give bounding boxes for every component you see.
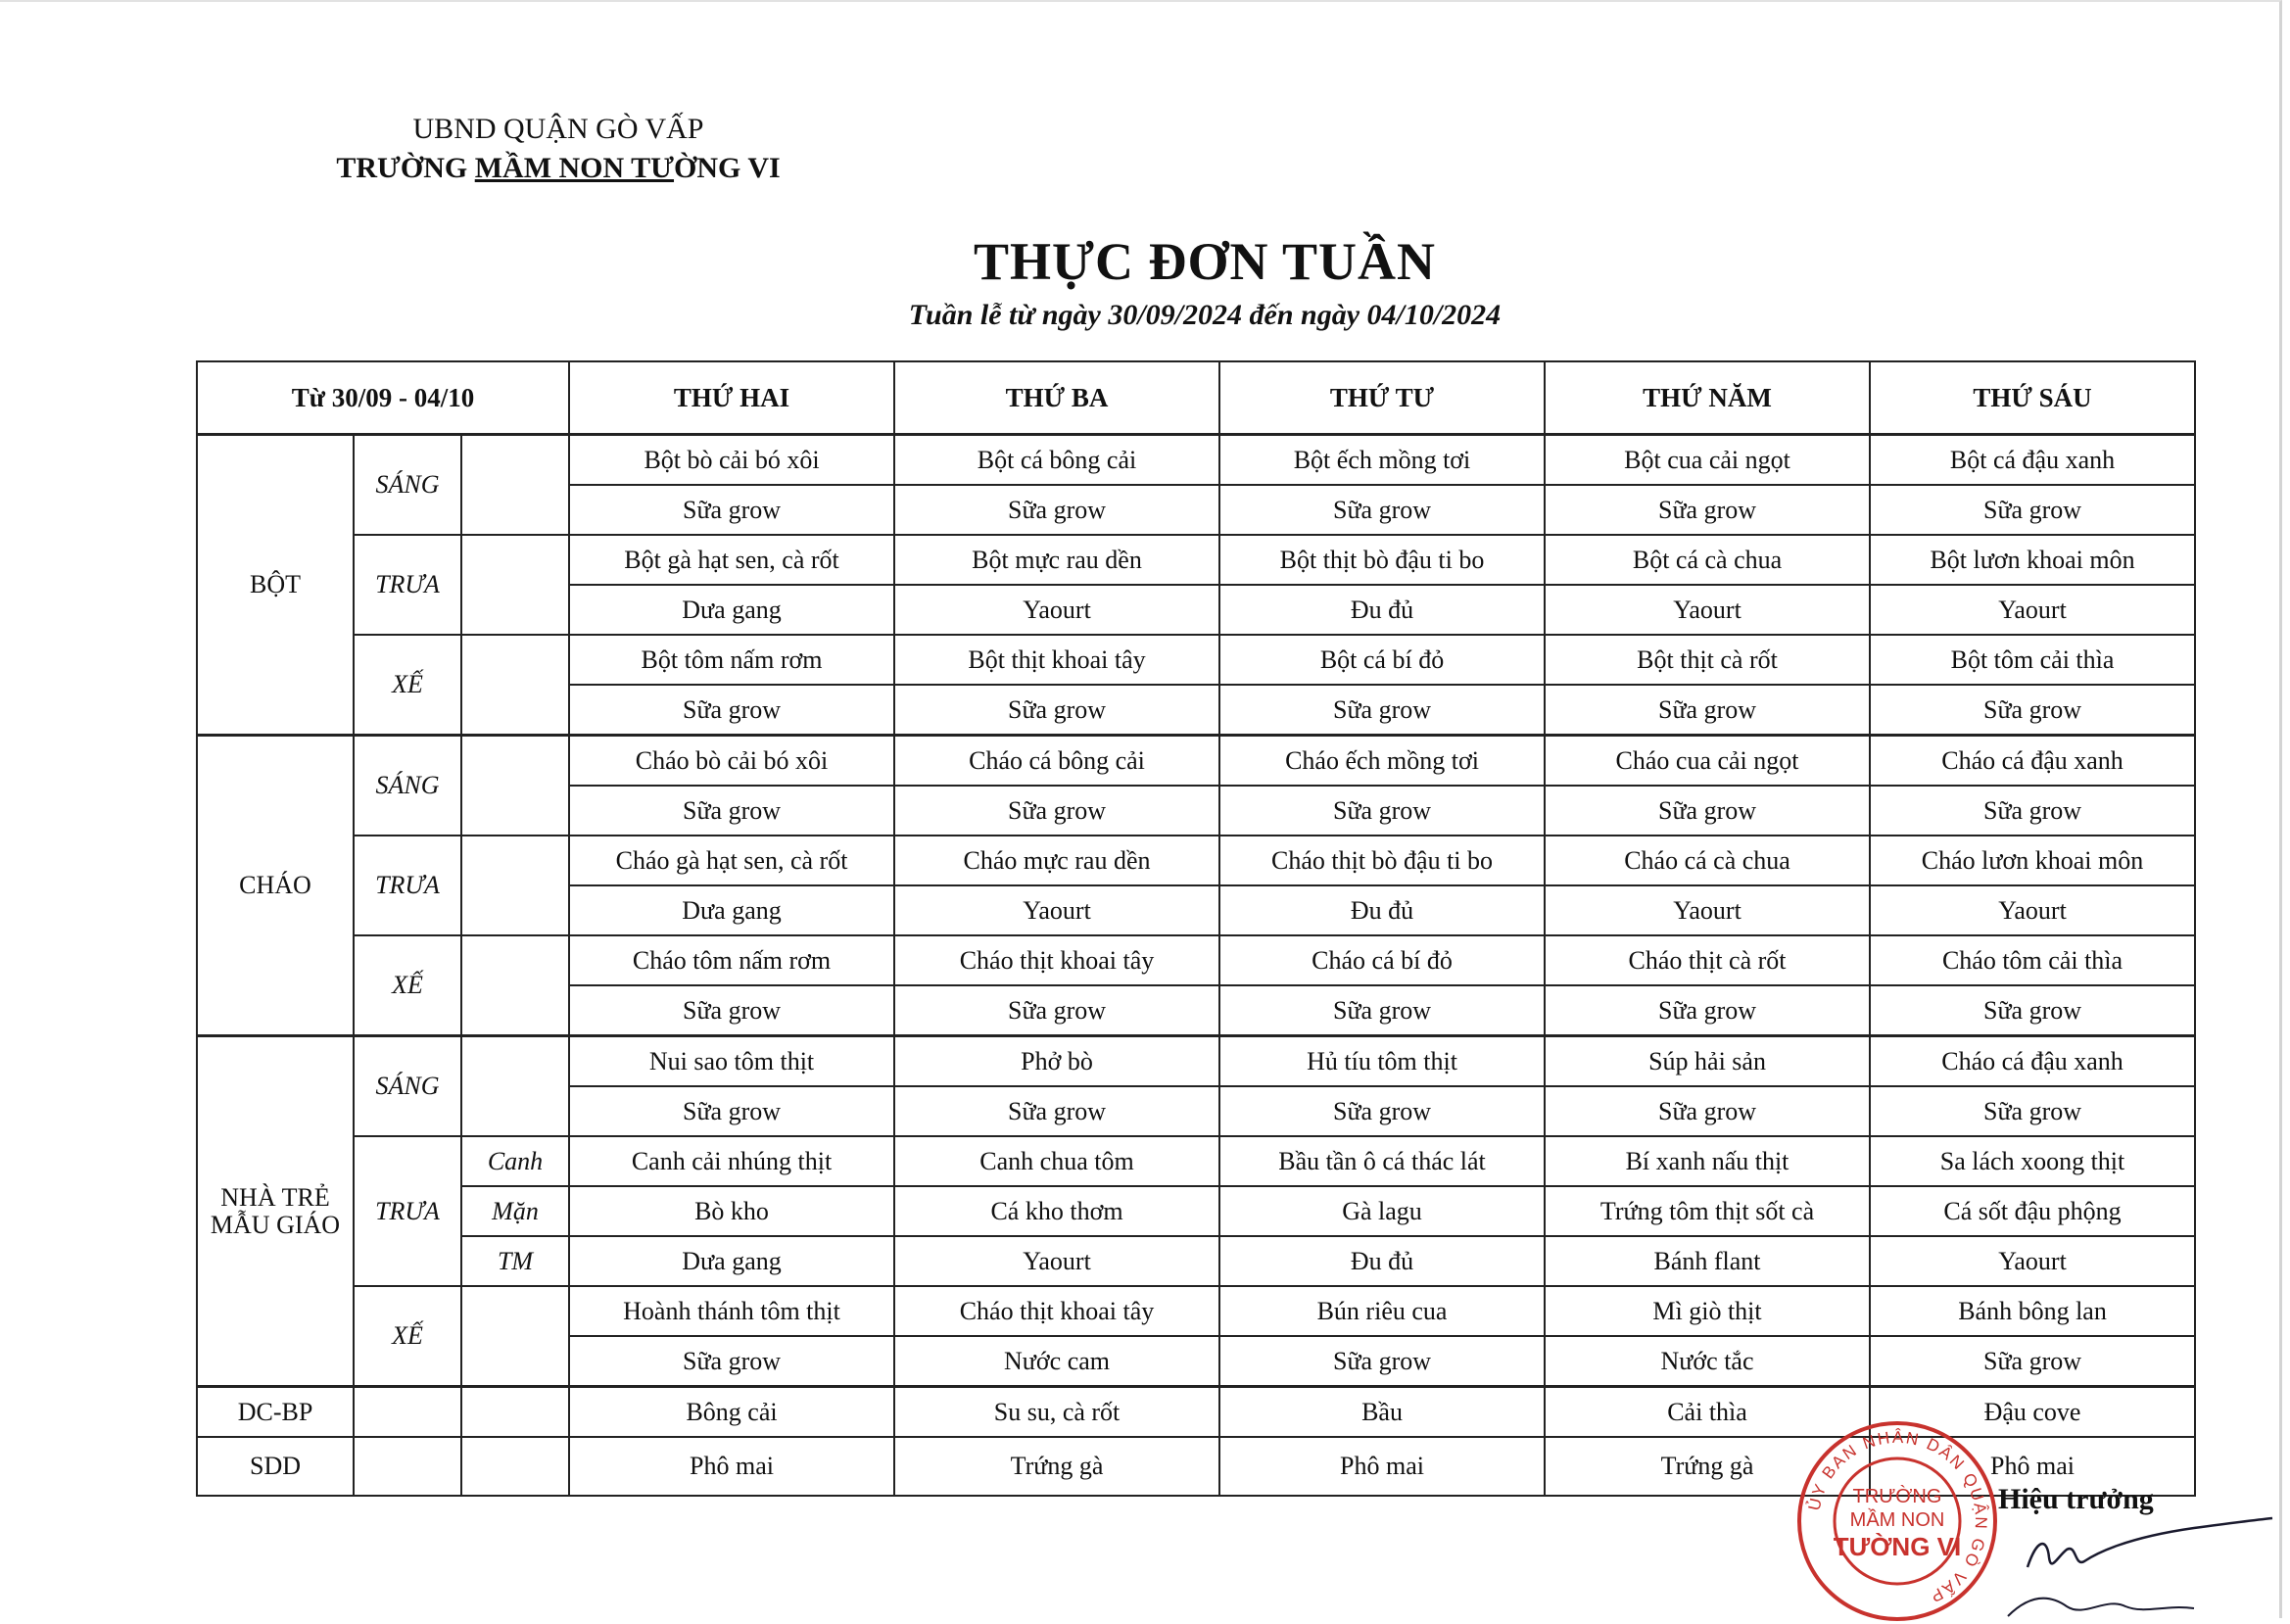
menu-cell: Cháo cua cải ngọt — [1545, 736, 1870, 787]
menu-cell: Cháo tôm nấm rơm — [569, 935, 894, 985]
menu-cell: Mì giò thịt — [1545, 1286, 1870, 1336]
meal-label-trua: TRƯA — [354, 1136, 461, 1286]
menu-cell: Đu đủ — [1219, 885, 1545, 935]
page-subtitle: Tuần lễ từ ngày 30/09/2024 đến ngày 04/10/2024 — [908, 299, 1502, 331]
menu-cell: Cháo lươn khoai môn — [1870, 836, 2195, 885]
empty-cell — [461, 1387, 569, 1438]
menu-cell: Nước cam — [894, 1336, 1219, 1387]
group-label-sdd: SDD — [197, 1437, 354, 1496]
meal-label-sang: SÁNG — [354, 736, 461, 836]
day-header: THỨ TƯ — [1219, 361, 1545, 435]
svg-text:ỦY BAN NHÂN DÂN QUẬN GÒ VẤP: ỦY BAN NHÂN DÂN QUẬN GÒ VẤP — [1804, 1427, 1991, 1607]
menu-cell: Sữa grow — [894, 985, 1219, 1036]
menu-cell: Sữa grow — [569, 1336, 894, 1387]
menu-cell: Cháo thịt cà rốt — [1545, 935, 1870, 985]
menu-cell: Cá sốt đậu phộng — [1870, 1186, 2195, 1236]
day-header: THỨ HAI — [569, 361, 894, 435]
empty-cell — [461, 635, 569, 736]
menu-cell: Sữa grow — [1545, 685, 1870, 736]
district-name: UBND QUẬN GÒ VẤP — [412, 113, 704, 145]
organization-header — [294, 110, 823, 188]
menu-cell: Yaourt — [894, 1236, 1219, 1286]
empty-cell — [354, 1387, 461, 1438]
table-row — [197, 836, 2195, 885]
menu-cell: Bầu — [1219, 1387, 1545, 1438]
meal-label-xe: XẾ — [354, 1286, 461, 1387]
sub-label-canh: Canh — [461, 1136, 569, 1186]
empty-cell — [461, 1437, 569, 1496]
menu-cell: Bột cá bông cải — [894, 435, 1219, 486]
menu-cell: Bánh bông lan — [1870, 1286, 2195, 1336]
menu-cell: Bột mực rau dền — [894, 535, 1219, 585]
menu-cell: Cháo mực rau dền — [894, 836, 1219, 885]
menu-cell: Sữa grow — [1219, 1336, 1545, 1387]
menu-cell: Sữa grow — [1870, 985, 2195, 1036]
menu-cell: Bột cá bí đỏ — [1219, 635, 1545, 685]
menu-cell: Yaourt — [894, 585, 1219, 635]
menu-cell: Trứng gà — [1545, 1437, 1870, 1496]
menu-cell: Sữa grow — [569, 1086, 894, 1136]
menu-cell: Trứng tôm thịt sốt cà — [1545, 1186, 1870, 1236]
menu-cell: Cải thìa — [1545, 1387, 1870, 1438]
menu-cell: Gà lagu — [1219, 1186, 1545, 1236]
menu-cell: Phô mai — [1870, 1437, 2195, 1496]
menu-cell: Cháo ếch mồng tơi — [1219, 736, 1545, 787]
menu-cell: Sữa grow — [1870, 1336, 2195, 1387]
menu-cell: Cháo cá đậu xanh — [1870, 1036, 2195, 1087]
weekly-menu-table — [196, 360, 2196, 1497]
menu-cell: Phô mai — [1219, 1437, 1545, 1496]
menu-cell: Phở bò — [894, 1036, 1219, 1087]
menu-cell: Bột cua cải ngọt — [1545, 435, 1870, 486]
menu-cell: Nui sao tôm thịt — [569, 1036, 894, 1087]
menu-cell: Sữa grow — [1545, 985, 1870, 1036]
handwritten-signature — [1969, 1499, 2282, 1620]
table-row — [197, 1136, 2195, 1186]
menu-cell: Bún riêu cua — [1219, 1286, 1545, 1336]
menu-cell: Dưa gang — [569, 1236, 894, 1286]
menu-cell: Bột lươn khoai môn — [1870, 535, 2195, 585]
menu-cell: Đậu cove — [1870, 1387, 2195, 1438]
menu-cell: Bột thịt khoai tây — [894, 635, 1219, 685]
menu-cell: Sữa grow — [894, 485, 1219, 535]
menu-cell: Sữa grow — [1870, 1086, 2195, 1136]
table-row — [197, 435, 2195, 486]
empty-cell — [461, 1286, 569, 1387]
empty-cell — [461, 535, 569, 635]
menu-cell: Sữa grow — [1545, 1086, 1870, 1136]
menu-cell: Canh cải nhúng thịt — [569, 1136, 894, 1186]
table-row — [197, 1286, 2195, 1336]
menu-cell: Bầu tần ô cá thác lát — [1219, 1136, 1545, 1186]
menu-cell: Bò kho — [569, 1186, 894, 1236]
empty-cell — [461, 836, 569, 935]
menu-cell: Bột bò cải bó xôi — [569, 435, 894, 486]
menu-cell: Yaourt — [1870, 1236, 2195, 1286]
svg-text:MẦM NON: MẦM NON — [1849, 1509, 1945, 1531]
menu-cell: Cá kho thơm — [894, 1186, 1219, 1236]
menu-cell: Phô mai — [569, 1437, 894, 1496]
empty-cell — [354, 1437, 461, 1496]
sub-label-tm: TM — [461, 1236, 569, 1286]
menu-cell: Canh chua tôm — [894, 1136, 1219, 1186]
empty-cell — [461, 1036, 569, 1137]
menu-cell: Sữa grow — [1219, 1086, 1545, 1136]
menu-cell: Bột ếch mồng tơi — [1219, 435, 1545, 486]
menu-cell: Sữa grow — [1219, 485, 1545, 535]
menu-cell: Sữa grow — [1870, 485, 2195, 535]
menu-cell: Đu đủ — [1219, 1236, 1545, 1286]
menu-cell: Sữa grow — [569, 485, 894, 535]
menu-cell: Cháo thịt bò đậu ti bo — [1219, 836, 1545, 885]
menu-cell: Yaourt — [1870, 885, 2195, 935]
meal-label-sang: SÁNG — [354, 435, 461, 536]
menu-cell: Sữa grow — [894, 786, 1219, 836]
menu-cell: Yaourt — [1545, 885, 1870, 935]
menu-cell: Bột gà hạt sen, cà rốt — [569, 535, 894, 585]
menu-cell: Sữa grow — [1219, 685, 1545, 736]
meal-label-xe: XẾ — [354, 635, 461, 736]
svg-text:TƯỜNG VI: TƯỜNG VI — [1833, 1532, 1962, 1561]
menu-cell: Bột cá đậu xanh — [1870, 435, 2195, 486]
menu-cell: Bột tôm cải thìa — [1870, 635, 2195, 685]
empty-cell — [461, 736, 569, 836]
group-label-dc-bp: DC-BP — [197, 1387, 354, 1438]
menu-cell: Trứng gà — [894, 1437, 1219, 1496]
menu-cell: Sữa grow — [569, 985, 894, 1036]
menu-cell: Sữa grow — [569, 786, 894, 836]
menu-cell: Su su, cà rốt — [894, 1387, 1219, 1438]
menu-cell: Yaourt — [1870, 585, 2195, 635]
day-header: THỨ SÁU — [1870, 361, 2195, 435]
page-title: THỰC ĐƠN TUẦN — [973, 232, 1437, 291]
menu-cell: Bí xanh nấu thịt — [1545, 1136, 1870, 1186]
menu-cell: Cháo cá cà chua — [1545, 836, 1870, 885]
header-row — [197, 361, 2195, 435]
menu-cell: Sữa grow — [1545, 485, 1870, 535]
group-label-chao: CHÁO — [197, 736, 354, 1036]
menu-cell: Cháo tôm cải thìa — [1870, 935, 2195, 985]
menu-cell: Cháo thịt khoai tây — [894, 935, 1219, 985]
menu-cell: Sữa grow — [1870, 685, 2195, 736]
meal-label-xe: XẾ — [354, 935, 461, 1036]
menu-cell: Cháo thịt khoai tây — [894, 1286, 1219, 1336]
menu-cell: Sữa grow — [1219, 786, 1545, 836]
day-header: THỨ NĂM — [1545, 361, 1870, 435]
title-block — [774, 227, 1636, 335]
table-row — [197, 635, 2195, 685]
menu-cell: Bột thịt bò đậu ti bo — [1219, 535, 1545, 585]
meal-label-sang: SÁNG — [354, 1036, 461, 1137]
menu-cell: Hoành thánh tôm thịt — [569, 1286, 894, 1336]
menu-cell: Bông cải — [569, 1387, 894, 1438]
menu-cell: Sữa grow — [569, 685, 894, 736]
principal-title: Hiệu trưởng — [1998, 1483, 2154, 1515]
menu-cell: Bột thịt cà rốt — [1545, 635, 1870, 685]
menu-cell: Cháo bò cải bó xôi — [569, 736, 894, 787]
menu-cell: Yaourt — [894, 885, 1219, 935]
menu-cell: Cháo cá đậu xanh — [1870, 736, 2195, 787]
table-row — [197, 935, 2195, 985]
meal-label-trua: TRƯA — [354, 535, 461, 635]
menu-cell: Bánh flant — [1545, 1236, 1870, 1286]
day-header: THỨ BA — [894, 361, 1219, 435]
empty-cell — [461, 435, 569, 536]
menu-cell: Sữa grow — [894, 1086, 1219, 1136]
table-row — [197, 736, 2195, 787]
group-label-nha-tre-mau-giao: NHÀ TRẺ MẪU GIÁO — [197, 1036, 354, 1387]
menu-cell: Hủ tíu tôm thịt — [1219, 1036, 1545, 1087]
menu-cell: Dưa gang — [569, 885, 894, 935]
school-name: TRƯỜNG MẦM NON TƯỜNG VI — [336, 152, 781, 184]
meal-label-trua: TRƯA — [354, 836, 461, 935]
table-row — [197, 1036, 2195, 1087]
menu-cell: Bột tôm nấm rơm — [569, 635, 894, 685]
sub-label-man: Mặn — [461, 1186, 569, 1236]
group-label-bot: BỘT — [197, 435, 354, 736]
menu-cell: Súp hải sản — [1545, 1036, 1870, 1087]
menu-cell: Yaourt — [1545, 585, 1870, 635]
table-row — [197, 1186, 2195, 1236]
menu-cell: Sữa grow — [1870, 786, 2195, 836]
menu-cell: Đu đủ — [1219, 585, 1545, 635]
menu-cell: Dưa gang — [569, 585, 894, 635]
menu-cell: Cháo cá bí đỏ — [1219, 935, 1545, 985]
menu-cell: Cháo cá bông cải — [894, 736, 1219, 787]
menu-cell: Cháo gà hạt sen, cà rốt — [569, 836, 894, 885]
menu-cell: Sữa grow — [1219, 985, 1545, 1036]
date-range-header: Từ 30/09 - 04/10 — [197, 361, 569, 435]
table-row — [197, 1236, 2195, 1286]
menu-cell: Bột cá cà chua — [1545, 535, 1870, 585]
menu-cell: Nước tắc — [1545, 1336, 1870, 1387]
menu-cell: Sa lách xoong thịt — [1870, 1136, 2195, 1186]
table-row — [197, 535, 2195, 585]
svg-text:TRƯỜNG: TRƯỜNG — [1852, 1486, 1942, 1507]
empty-cell — [461, 935, 569, 1036]
menu-cell: Sữa grow — [894, 685, 1219, 736]
menu-cell: Sữa grow — [1545, 786, 1870, 836]
